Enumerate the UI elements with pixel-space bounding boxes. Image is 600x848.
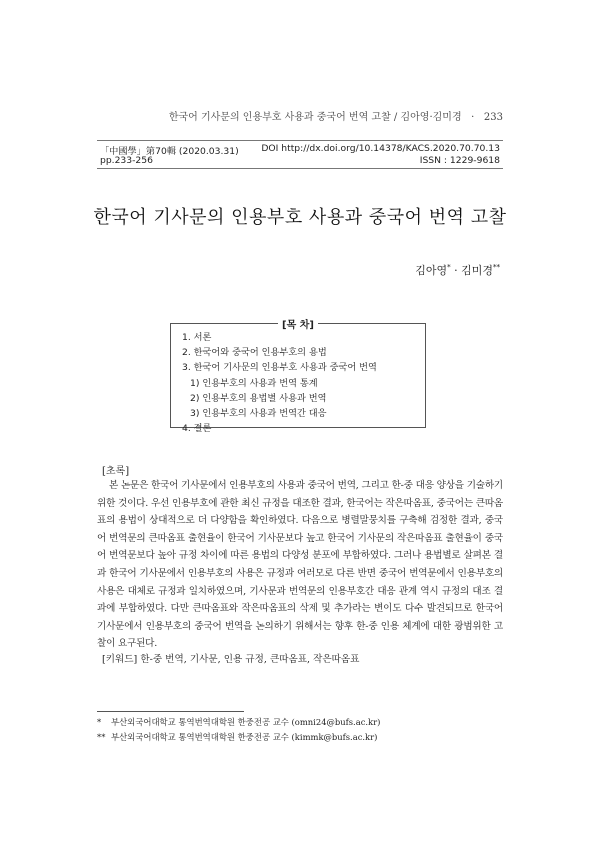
footnote-2-text: 부산외국어대학교 통역번역대학원 한중전공 교수 (kimmk@bufs.ac.kr) [111,732,378,742]
toc-subitem[interactable]: 3) 인용부호의 사용과 번역간 대응 [190,407,327,419]
meta-line-2 [100,155,500,166]
journal-info: 「中國學」第70輯 (2020.03.31) [100,146,239,157]
meta-bottom-rule [97,168,503,169]
toc-item[interactable]: 1. 서론 [182,332,212,343]
author-2: 김미경 [461,264,493,277]
footnote-rule [97,711,244,712]
author-2-mark: ** [493,263,500,272]
footnote-1-mark: * [97,717,102,727]
toc-subitem[interactable]: 1) 인용부호의 사용과 번역 통계 [190,377,318,389]
footnote-1 [97,716,380,728]
toc-item[interactable]: 4. 결론 [182,423,212,435]
author-line [415,262,500,278]
keywords-text: 한-중 번역, 기사문, 인용 규정, 큰따옴표, 작은따옴표 [140,654,360,665]
page-number: 233 [483,112,503,123]
table-of-contents [170,320,426,435]
author-1: 김아영 [415,264,448,277]
toc-list [182,330,377,436]
issn: ISSN : 1229-9618 [419,155,500,166]
toc-item[interactable]: 2. 한국어와 중국어 인용부호의 용법 [182,347,327,359]
toc-item[interactable]: 3. 한국어 기사문의 인용부호 사용과 중국어 번역 [182,362,377,374]
toc-heading-wrap [171,316,425,331]
paper-title: 한국어 기사문의 인용부호 사용과 중국어 번역 고찰 [93,207,507,228]
footnote-2-mark: ** [97,732,106,742]
author-separator: · [450,264,462,277]
footnote-2 [97,731,377,743]
running-header [169,108,503,123]
keywords-label: [키워드] [102,654,138,665]
author-1-mark: * [447,263,451,272]
toc-heading: [목 차] [278,320,318,331]
footnote-1-text: 부산외국어대학교 통역번역대학원 한중전공 교수 (omni24@bufs.ac.kr) [111,717,381,727]
header-dot: · [464,112,481,123]
page-range: pp.233-256 [100,155,153,166]
abstract-heading: [초록] [102,466,130,477]
keywords-line [102,651,359,665]
toc-subitem[interactable]: 2) 인용부호의 용법별 사용과 번역 [190,392,327,404]
running-title: 한국어 기사문의 인용부호 사용과 중국어 번역 고찰 / 김아영·김미경 [168,112,462,123]
abstract-body: 본 논문은 한국어 기사문에서 인용부호의 사용과 중국어 번역, 그리고 한-중 대응 양상을 기술하기 위한 것이다. 우선 인용부호에 관한 최신 규정을 대조한 결과, 한국어는 작은따옴표, 중국어는 큰따옴표의 용법이 상대적으로 더 다양함을 확인하였다. 다음으로 병렬말뭉치를 구축해 검정한 결과, 중국어 번역문의 큰따옴표 출현율이 한국어 기사문보다 높고 한국어 기사문의 작은따옴표 출현율이 중국어 번역문보다 높아 규정 차이에 따른 용법의 다양성 분포에 부합하였다. 그러나 용법별로 살펴본 결과 한국어 기사문에서 인용부호의 사용은 규정과 여러모로 다른 반면 중국어 번역문에서 인용부호의 사용은 대체로 규정과 일치하였으며, 기사문과 번역문의 인용부호간 대응 관계 역시 규정의 대조 결과에 부합하였다. 다만 큰따옴표와 작은따옴표의 삭제 및 추가라는 변이도 다수 발견되므로 한국어 기사문에서 인용부호의 중국어 번역을 논의하기 위해서는 향후 한-중 인용 체계에 대한 광범위한 고찰이 요구된다. [97,480,503,650]
doi-link[interactable]: DOI http://dx.doi.org/10.14378/KACS.2020.70.70.13 [261,143,500,154]
meta-top-rule [97,140,503,141]
